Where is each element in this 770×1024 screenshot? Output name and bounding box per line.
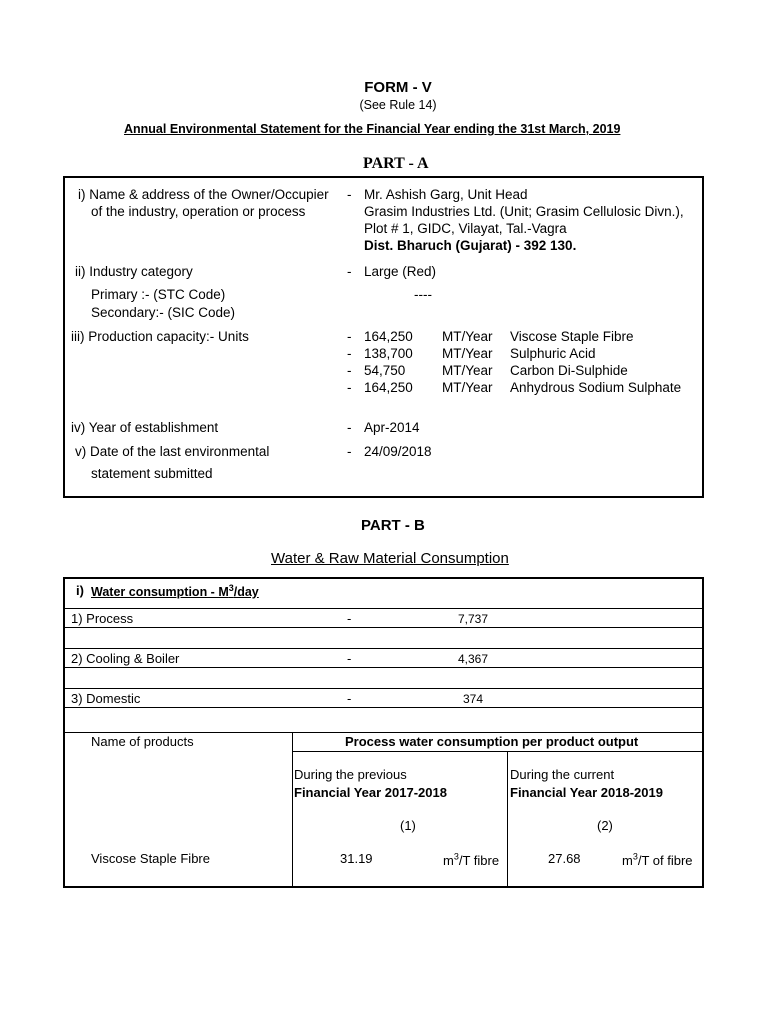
dash: - bbox=[347, 380, 352, 395]
row-divider bbox=[64, 707, 703, 708]
process-label: 1) Process bbox=[71, 611, 134, 626]
current-unit: $m^3/T$ of fibre bbox=[622, 851, 693, 868]
cooling-boiler-label: 2) Cooling & Boiler bbox=[71, 651, 180, 666]
domestic-value: 374 bbox=[463, 692, 484, 706]
capacity-qty: 164,250 bbox=[364, 329, 413, 344]
row-divider bbox=[64, 648, 703, 649]
row-divider bbox=[64, 667, 703, 668]
current-year-line-2: Financial Year 2018-2019 bbox=[510, 785, 663, 800]
row-divider bbox=[64, 627, 703, 628]
dash: - bbox=[347, 611, 352, 626]
dash: - bbox=[347, 329, 352, 344]
column-divider bbox=[292, 732, 293, 887]
row-divider bbox=[64, 608, 703, 609]
capacity-qty: 138,700 bbox=[364, 346, 413, 361]
dash: - bbox=[347, 346, 352, 361]
dash: - bbox=[347, 264, 352, 279]
primary-code-label: Primary :- (STC Code) bbox=[91, 287, 226, 302]
owner-line-2: Grasim Industries Ltd. (Unit; Grasim Cellulosic Divn.), bbox=[364, 204, 684, 219]
products-header: Name of products bbox=[91, 734, 194, 749]
previous-value: 31.19 bbox=[340, 851, 373, 866]
owner-line-4: Dist. Bharuch (Gujarat) - 392 130. bbox=[364, 238, 577, 253]
last-statement-label-line-2: statement submitted bbox=[91, 466, 213, 481]
process-value: 7,737 bbox=[458, 612, 489, 626]
part-b-subheading: Water & Raw Material Consumption bbox=[271, 550, 509, 567]
cooling-boiler-value: 4,367 bbox=[458, 652, 489, 666]
owner-line-1: Mr. Ashish Garg, Unit Head bbox=[364, 187, 528, 202]
capacity-label: iii) Production capacity:- Units bbox=[71, 329, 249, 344]
current-value: 27.68 bbox=[548, 851, 581, 866]
part-b-heading: PART - B bbox=[361, 517, 425, 534]
row-divider bbox=[64, 688, 703, 689]
capacity-unit: MT/Year bbox=[442, 380, 493, 395]
current-year-line-1: During the current bbox=[510, 767, 615, 782]
dash: - bbox=[347, 420, 352, 435]
dash: - bbox=[347, 444, 352, 459]
capacity-qty: 54,750 bbox=[364, 363, 406, 378]
capacity-product: Anhydrous Sodium Sulphate bbox=[510, 380, 682, 395]
dash: - bbox=[347, 363, 352, 378]
dash: - bbox=[347, 187, 352, 202]
previous-unit: $m^3/T$ fibre bbox=[443, 851, 500, 868]
capacity-product: Viscose Staple Fibre bbox=[510, 329, 634, 344]
capacity-qty: 164,250 bbox=[364, 380, 413, 395]
capacity-unit: MT/Year bbox=[442, 329, 493, 344]
category-value: Large (Red) bbox=[364, 264, 437, 279]
last-statement-value: 24/09/2018 bbox=[364, 444, 432, 459]
product-name: Viscose Staple Fibre bbox=[91, 851, 210, 866]
previous-year-line-1: During the previous bbox=[294, 767, 407, 782]
statement-title: Annual Environmental Statement for the Financial Year ending the 31st March, 2019 bbox=[124, 122, 621, 136]
owner-line-3: Plot # 1, GIDC, Vilayat, Tal.-Vagra bbox=[364, 221, 567, 236]
establishment-label: iv) Year of establishment bbox=[71, 420, 219, 435]
name-label-line-2: of the industry, operation or process bbox=[91, 204, 306, 219]
capacity-product: Carbon Di-Sulphide bbox=[510, 363, 628, 378]
column-2-label: (2) bbox=[597, 818, 613, 833]
row-divider bbox=[292, 751, 703, 752]
category-label: ii) Industry category bbox=[75, 264, 193, 279]
section-number: i) bbox=[76, 583, 84, 598]
rule-reference: (See Rule 14) bbox=[359, 98, 437, 112]
dash: - bbox=[347, 651, 352, 666]
consumption-header: Process water consumption per product output bbox=[345, 734, 639, 749]
code-value: ---- bbox=[414, 287, 432, 302]
capacity-unit: MT/Year bbox=[442, 346, 493, 361]
capacity-product: Sulphuric Acid bbox=[510, 346, 596, 361]
section-title: Water consumption - $M^3$/day bbox=[91, 582, 259, 599]
dash: - bbox=[347, 691, 352, 706]
secondary-code-label: Secondary:- (SIC Code) bbox=[91, 305, 236, 320]
domestic-label: 3) Domestic bbox=[71, 691, 141, 706]
column-divider bbox=[507, 751, 508, 887]
capacity-unit: MT/Year bbox=[442, 363, 493, 378]
part-a-heading: PART - A bbox=[363, 155, 429, 172]
previous-year-line-2: Financial Year 2017-2018 bbox=[294, 785, 447, 800]
last-statement-label-line-1: v) Date of the last environmental bbox=[75, 444, 270, 459]
name-label-line-1: i) Name & address of the Owner/Occupier bbox=[78, 187, 329, 202]
column-1-label: (1) bbox=[400, 818, 416, 833]
establishment-value: Apr-2014 bbox=[364, 420, 420, 435]
row-divider bbox=[64, 732, 703, 733]
form-title: FORM - V bbox=[364, 79, 432, 96]
